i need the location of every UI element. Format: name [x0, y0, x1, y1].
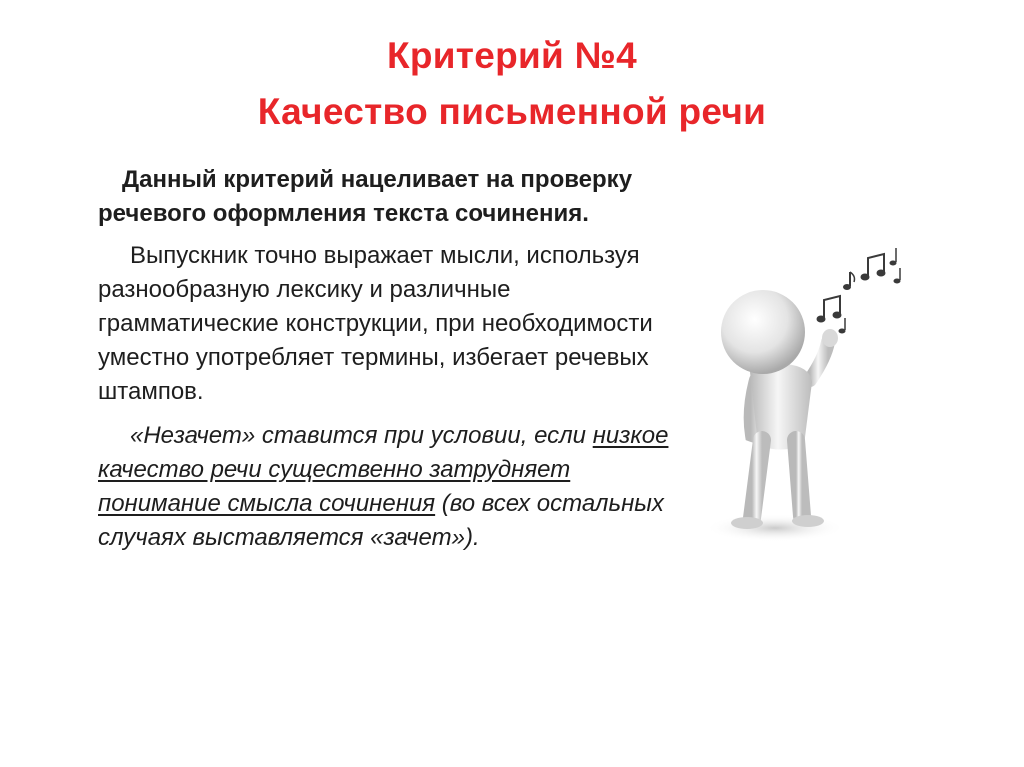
paragraph-fail-condition: [98, 419, 678, 555]
title-line-1: Критерий №4: [386, 35, 638, 76]
fail-text-part2: (во всех остальных случаях выставляется «зачет»).: [98, 490, 664, 551]
title-line-2: Качество письменной речи: [257, 91, 767, 132]
slide-title: [0, 28, 1024, 140]
slide-body: [98, 163, 678, 555]
singing-figure-icon: [700, 240, 920, 560]
paragraph-intro: Данный критерий нацеливает на проверку речевого оформления текста сочинения.: [98, 166, 633, 227]
paragraph-requirements: Выпускник точно выражает мысли, используя разнообразную лексику и различные грамматические конструкции, при необходимости уместно употребляет термины, избегает речевых штампов.: [98, 242, 653, 405]
fail-text-underlined: низкое качество речи существенно затрудняет понимание смысла сочинения: [98, 422, 669, 517]
fail-text-part1: «Незачет» ставится при условии, если: [130, 422, 593, 449]
